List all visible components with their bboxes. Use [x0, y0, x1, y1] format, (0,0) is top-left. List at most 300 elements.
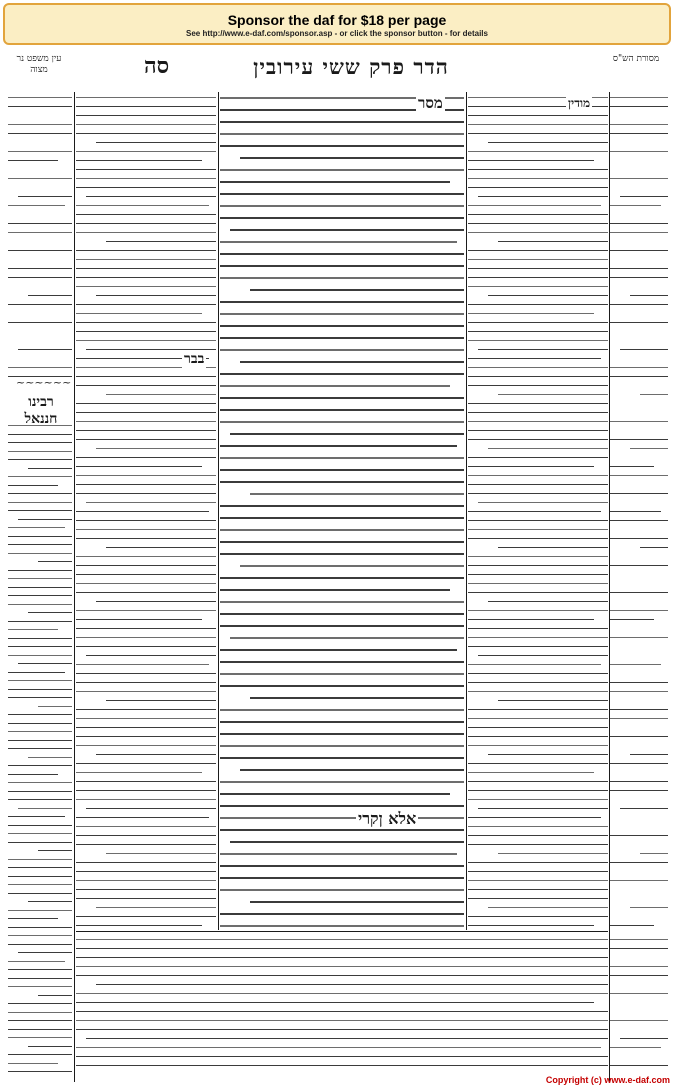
text-line: [478, 349, 608, 350]
text-line: [86, 502, 216, 503]
text-line: [220, 409, 464, 411]
text-line: [468, 331, 608, 332]
text-line: [8, 638, 72, 639]
text-line: [468, 259, 608, 260]
text-line: [76, 403, 216, 404]
text-line: [220, 349, 464, 351]
text-line: [76, 475, 216, 476]
text-line: [28, 1046, 72, 1047]
text-line: [610, 511, 661, 512]
text-line: [468, 412, 608, 413]
daf-number: סה: [144, 53, 170, 79]
rashi-column: [468, 92, 608, 930]
text-line: [18, 519, 72, 520]
text-line: [220, 589, 450, 591]
text-line: [220, 121, 464, 123]
text-line: [8, 833, 72, 834]
text-line: [76, 664, 209, 665]
text-line: [8, 655, 72, 656]
text-line: [220, 457, 464, 459]
text-line: [610, 790, 668, 791]
rabbenu-chananel-title: רבינו חננאל: [12, 394, 70, 414]
text-line: [468, 826, 608, 827]
text-line: [468, 889, 608, 890]
text-line: [610, 106, 668, 107]
text-line: [8, 918, 58, 919]
text-line: [610, 97, 668, 98]
text-line: [498, 394, 608, 395]
text-line: [220, 145, 464, 147]
text-line: [76, 493, 216, 494]
text-line: [468, 583, 608, 584]
text-line: [76, 178, 216, 179]
text-line: [610, 925, 654, 926]
text-line: [250, 493, 464, 495]
text-line: [498, 547, 608, 548]
text-line: [220, 781, 464, 783]
text-line: [610, 520, 668, 521]
sponsor-headline[interactable]: Sponsor the daf for $18 per page: [227, 12, 447, 28]
text-line: [76, 871, 216, 872]
page-header: [6, 50, 670, 90]
text-line: [468, 628, 608, 629]
text-line: [8, 160, 58, 161]
ein-mishpat-column: [8, 92, 72, 392]
text-line: [610, 862, 668, 863]
text-line: [76, 916, 216, 917]
text-line: [468, 160, 594, 161]
text-line: [8, 205, 65, 206]
text-line: [468, 673, 608, 674]
text-line: [76, 187, 216, 188]
text-line: [230, 841, 464, 843]
text-line: [610, 610, 668, 611]
text-line: [468, 529, 608, 530]
text-line: [468, 691, 608, 692]
text-line: [8, 277, 72, 278]
text-line: [8, 578, 72, 579]
text-line: [38, 706, 72, 707]
text-line: [468, 484, 608, 485]
text-line: [468, 169, 608, 170]
text-line: [468, 133, 608, 134]
text-line: [220, 685, 464, 687]
text-line: [220, 745, 464, 747]
text-line: [468, 520, 608, 521]
text-line: [76, 574, 216, 575]
text-line: [76, 268, 216, 269]
masoret-hashas-column: [610, 92, 668, 930]
text-line: [76, 385, 216, 386]
text-line: [8, 978, 72, 979]
text-line: [76, 1011, 608, 1012]
text-line: [468, 538, 608, 539]
text-line: [8, 367, 72, 368]
text-line: [468, 322, 608, 323]
text-line: [468, 232, 608, 233]
text-line: [220, 169, 464, 171]
text-line: [610, 475, 668, 476]
text-line: [220, 649, 457, 651]
text-line: [76, 682, 216, 683]
text-line: [76, 889, 216, 890]
text-line: [468, 637, 608, 638]
text-line: [76, 592, 216, 593]
text-line: [8, 133, 72, 134]
text-line: [468, 556, 608, 557]
text-line: [468, 124, 608, 125]
text-line: [76, 250, 216, 251]
text-line: [220, 505, 464, 507]
text-line: [610, 1065, 668, 1066]
text-line: [76, 610, 216, 611]
text-line: [468, 151, 608, 152]
text-line: [610, 250, 668, 251]
text-line: [640, 547, 668, 548]
text-line: [8, 493, 72, 494]
text-line: [468, 250, 608, 251]
text-line: [76, 205, 209, 206]
sponsor-banner[interactable]: [3, 3, 671, 45]
text-line: [220, 601, 464, 603]
text-line: [498, 700, 608, 701]
text-line: [620, 349, 668, 350]
text-line: [220, 721, 464, 723]
text-line: [468, 421, 608, 422]
ein-mishpat-label: עין משפט נר מצוה: [16, 54, 62, 75]
text-line: [640, 394, 668, 395]
tosafot-column: [76, 92, 216, 930]
text-line: [76, 457, 216, 458]
text-line: [86, 655, 216, 656]
text-line: [76, 529, 216, 530]
text-line: [8, 680, 72, 681]
text-line: [76, 1047, 601, 1048]
text-line: [76, 232, 216, 233]
text-line: [76, 151, 216, 152]
text-line: [96, 601, 216, 602]
text-line: [96, 984, 608, 985]
text-line: [76, 133, 216, 134]
text-line: [76, 844, 216, 845]
footer-rule: [76, 931, 608, 932]
text-line: [468, 223, 608, 224]
text-line: [468, 817, 601, 818]
text-line: [76, 619, 202, 620]
text-line: [468, 385, 608, 386]
text-line: [8, 799, 72, 800]
text-line: [8, 816, 65, 817]
text-line: [620, 808, 668, 809]
column-divider: [74, 92, 75, 1082]
text-line: [610, 232, 668, 233]
text-line: [76, 124, 216, 125]
text-line: [220, 529, 464, 531]
text-line: [76, 826, 216, 827]
text-line: [8, 1012, 72, 1013]
text-line: [18, 349, 72, 350]
text-line: [8, 986, 72, 987]
text-line: [8, 527, 65, 528]
text-line: [8, 570, 72, 571]
text-line: [468, 718, 608, 719]
text-line: [220, 913, 464, 915]
text-line: [8, 459, 72, 460]
text-line: [610, 939, 668, 940]
bottom-commentary: [76, 934, 608, 1076]
text-line: [220, 877, 464, 879]
text-line: [8, 697, 72, 698]
text-line: [220, 193, 464, 195]
text-line: [28, 612, 72, 613]
text-line: [8, 621, 72, 622]
text-line: [76, 520, 216, 521]
text-line: [488, 295, 608, 296]
text-line: [8, 1003, 72, 1004]
text-line: [76, 421, 216, 422]
text-line: [8, 859, 72, 860]
text-line: [76, 772, 202, 773]
text-line: [220, 733, 464, 735]
text-line: [8, 791, 72, 792]
text-line: [220, 469, 464, 471]
text-line: [468, 763, 608, 764]
text-line: [8, 322, 72, 323]
text-line: [8, 250, 72, 251]
text-line: [220, 397, 464, 399]
text-line: [220, 517, 464, 519]
text-line: [106, 700, 216, 701]
text-line: [610, 1047, 661, 1048]
text-line: [468, 313, 594, 314]
text-line: [8, 774, 58, 775]
text-line: [8, 442, 72, 443]
text-line: [8, 910, 72, 911]
text-line: [468, 475, 608, 476]
text-line: [468, 619, 594, 620]
text-line: [76, 727, 216, 728]
text-line: [8, 502, 72, 503]
text-line: [468, 799, 608, 800]
masoret-hashas-label: מסורת הש"ס: [612, 54, 660, 64]
text-line: [610, 993, 668, 994]
text-line: [8, 723, 72, 724]
text-line: [250, 901, 464, 903]
text-line: [230, 229, 464, 231]
text-line: [220, 205, 464, 207]
text-line: [220, 673, 464, 675]
text-line: [468, 772, 594, 773]
text-line: [468, 610, 608, 611]
text-line: [76, 975, 608, 976]
text-line: [8, 434, 72, 435]
text-line: [76, 286, 216, 287]
text-line: [220, 277, 464, 279]
text-line: [620, 1038, 668, 1039]
text-line: [8, 544, 72, 545]
text-line: [38, 850, 72, 851]
text-line: [76, 304, 216, 305]
text-line: [610, 592, 668, 593]
text-line: [8, 1029, 72, 1030]
text-line: [468, 439, 608, 440]
text-line: [76, 898, 216, 899]
text-line: [8, 731, 72, 732]
text-line: [478, 502, 608, 503]
text-line: [468, 304, 608, 305]
text-line: [468, 340, 608, 341]
text-line: [28, 468, 72, 469]
text-line: [28, 295, 72, 296]
text-line: [220, 445, 457, 447]
text-line: [8, 151, 72, 152]
text-line: [468, 781, 608, 782]
text-line: [8, 876, 72, 877]
text-line: [220, 865, 464, 867]
text-line: [610, 975, 668, 976]
text-line: [610, 367, 668, 368]
text-line: [76, 1056, 608, 1057]
text-line: [220, 709, 464, 711]
text-line: [610, 493, 668, 494]
text-line: [488, 907, 608, 908]
text-line: [468, 916, 608, 917]
text-line: [610, 835, 668, 836]
text-line: [610, 178, 668, 179]
text-line: [610, 619, 654, 620]
text-line: [468, 574, 608, 575]
text-line: [630, 754, 668, 755]
text-line: [8, 604, 72, 605]
text-line: [8, 748, 72, 749]
copyright-link[interactable]: Copyright (c) www.e-daf.com: [545, 1075, 670, 1085]
gemara-column: [220, 92, 464, 930]
text-line: [468, 277, 608, 278]
text-line: [220, 793, 450, 795]
text-line: [76, 466, 202, 467]
text-line: [640, 853, 668, 854]
text-line: [468, 709, 608, 710]
text-line: [8, 553, 72, 554]
text-line: [8, 178, 72, 179]
text-line: [38, 995, 72, 996]
text-line: [38, 561, 72, 562]
text-line: [76, 331, 216, 332]
text-line: [498, 241, 608, 242]
text-line: [76, 412, 216, 413]
gemara-opening-word: מסר: [418, 94, 443, 112]
text-line: [468, 286, 608, 287]
text-line: [220, 541, 464, 543]
text-line: [468, 187, 608, 188]
text-line: [468, 592, 608, 593]
text-line: [220, 757, 464, 759]
text-line: [8, 740, 72, 741]
text-line: [468, 565, 608, 566]
text-line: [96, 295, 216, 296]
text-line: [220, 373, 464, 375]
text-line: [76, 637, 216, 638]
text-line: [220, 889, 464, 891]
text-line: [468, 466, 594, 467]
text-line: [76, 1029, 608, 1030]
text-line: [478, 808, 608, 809]
text-line: [620, 196, 668, 197]
text-line: [610, 376, 668, 377]
text-line: [76, 736, 216, 737]
text-line: [8, 1037, 72, 1038]
text-line: [610, 304, 668, 305]
text-line: [76, 556, 216, 557]
text-line: [76, 817, 209, 818]
text-line: [610, 421, 668, 422]
tosafot-opening-word: בבר: [184, 351, 205, 367]
text-line: [8, 223, 72, 224]
text-line: [76, 511, 209, 512]
sponsor-subline[interactable]: See http://www.e-daf.com/sponsor.asp - or click the sponsor button - for details: [186, 29, 488, 38]
text-line: [220, 805, 464, 807]
text-line: [610, 880, 668, 881]
text-line: [8, 268, 72, 269]
gemara-closing-words: אלא ןקרי: [358, 809, 417, 828]
text-line: [488, 754, 608, 755]
text-line: [220, 253, 464, 255]
text-line: [468, 646, 608, 647]
text-line: [230, 433, 464, 435]
text-line: [240, 565, 464, 567]
text-line: [610, 223, 668, 224]
bottom-margin-notes: [610, 934, 668, 1076]
text-line: [630, 907, 668, 908]
text-line: [610, 709, 668, 710]
text-line: [86, 808, 216, 809]
text-line: [468, 880, 608, 881]
text-line: [76, 691, 216, 692]
text-line: [8, 825, 72, 826]
text-line: [76, 439, 216, 440]
text-line: [468, 835, 608, 836]
text-line: [220, 613, 464, 615]
text-line: [76, 948, 608, 949]
text-line: [610, 718, 668, 719]
text-line: [18, 952, 72, 953]
text-line: [76, 763, 216, 764]
text-line: [468, 493, 608, 494]
text-line: [76, 1002, 594, 1003]
text-line: [8, 935, 72, 936]
column-divider: [218, 92, 219, 930]
text-line: [250, 289, 464, 291]
text-line: [8, 944, 72, 945]
text-line: [76, 376, 216, 377]
text-line: [76, 169, 216, 170]
text-line: [106, 547, 216, 548]
text-line: [76, 966, 608, 967]
text-line: [468, 178, 608, 179]
text-line: [498, 853, 608, 854]
text-line: [630, 448, 668, 449]
text-line: [220, 313, 464, 315]
text-line: [220, 217, 464, 219]
text-line: [220, 265, 464, 267]
text-line: [76, 1065, 608, 1066]
text-line: [96, 907, 216, 908]
text-line: [76, 925, 202, 926]
text-line: [76, 313, 202, 314]
text-line: [610, 781, 668, 782]
text-line: [468, 115, 608, 116]
text-line: [468, 430, 608, 431]
